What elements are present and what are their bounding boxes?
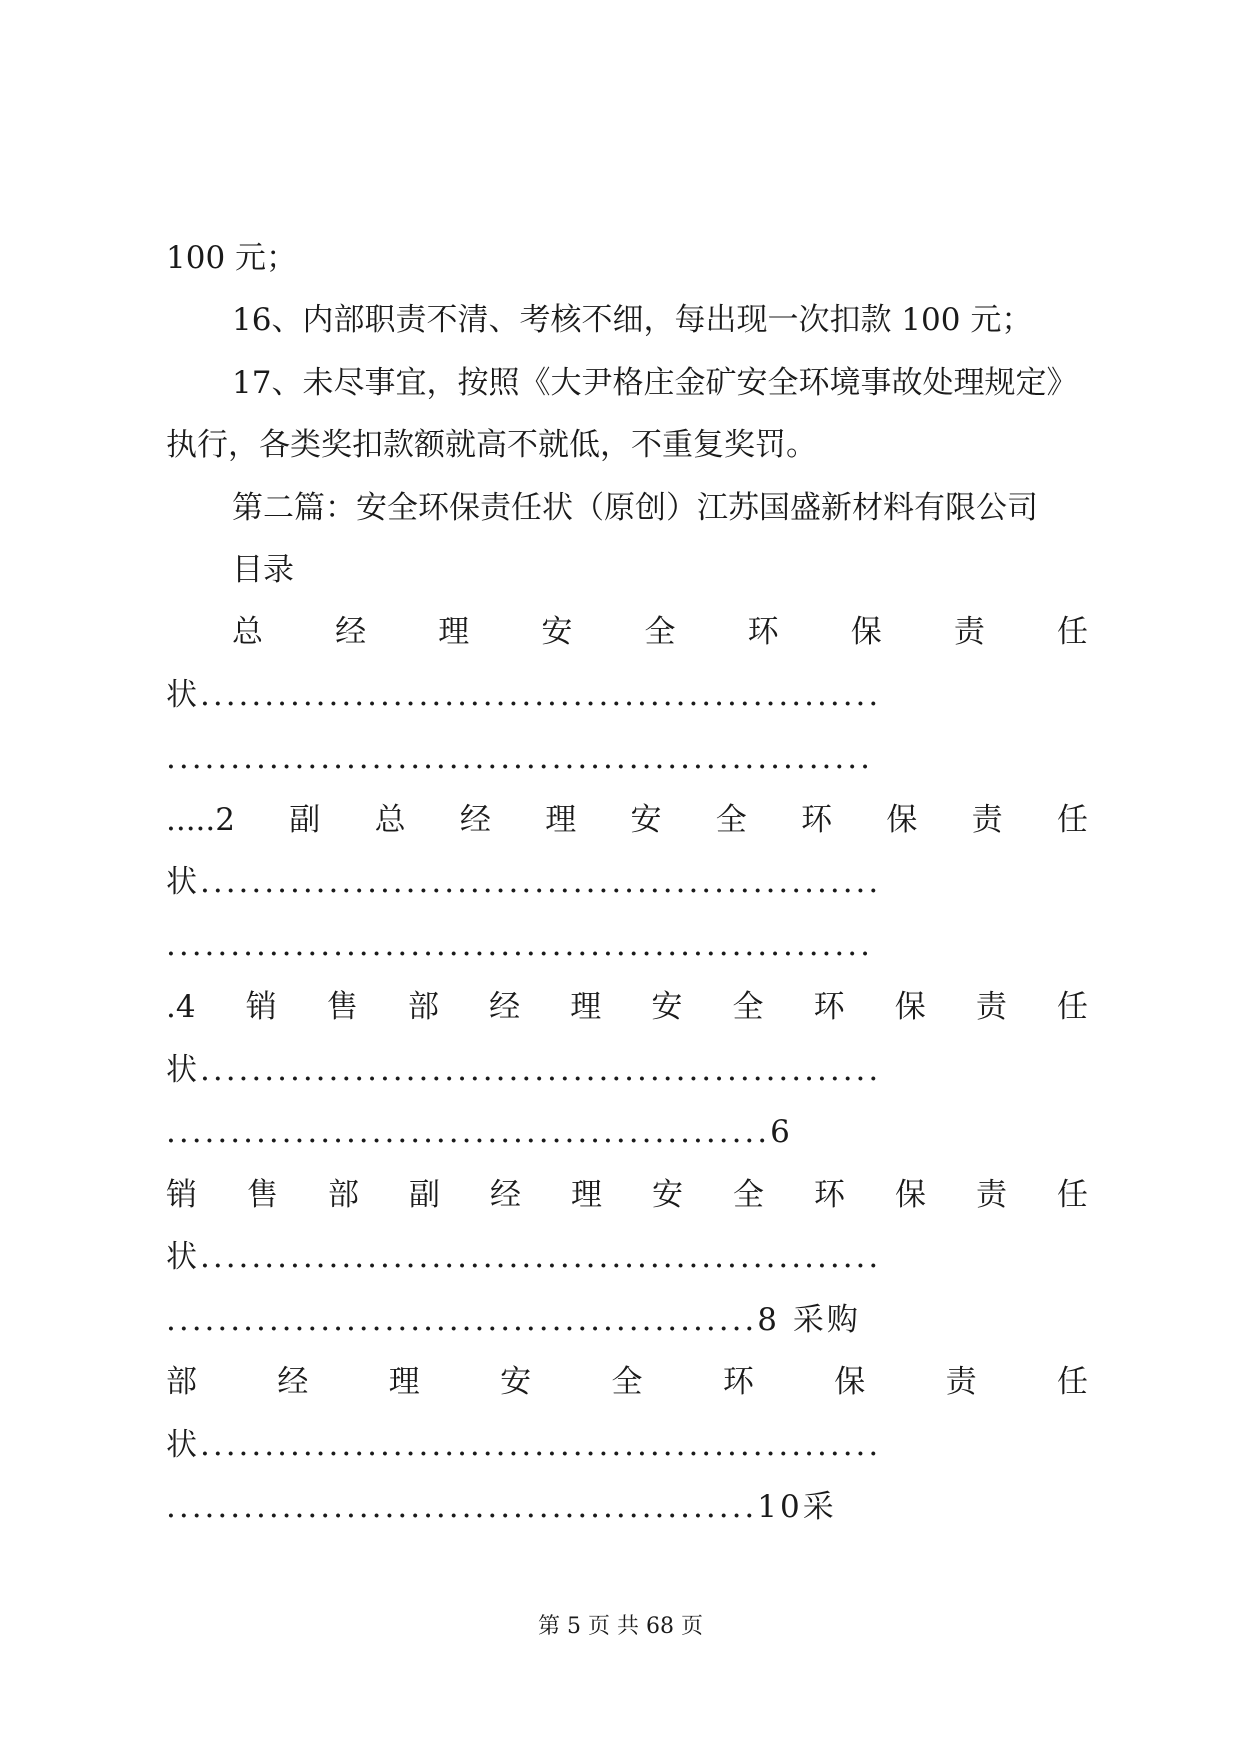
toc-leader-line: ....................................................... [166,927,873,963]
toc-leader-line: ....................................................... [166,740,873,776]
toc-leader-line: 状..................................................... [166,864,882,900]
toc-leader-line: 状..................................................... [166,1427,882,1463]
toc-entry-line: 部 经 理 安 全 环 保 责 任 [166,1364,1088,1400]
toc-leader-line: ..............................................10采 [166,1489,837,1525]
page-footer: 第 5 页 共 68 页 [538,1614,703,1639]
paragraph-line: 执行，各类奖扣款额就高不就低，不重复奖罚。 [166,427,817,463]
paragraph-line: 17、未尽事宜，按照《大尹格庄金矿安全环境事故处理规定》 [232,365,1078,401]
toc-entry-line: .....2 副 总 经 理 安 全 环 保 责 任 [166,802,1088,838]
toc-entry-line: 总 经 理 安 全 环 保 责 任 [232,614,1088,650]
toc-heading: 目录 [232,552,294,588]
section-heading: 第二篇：安全环保责任状（原创）江苏国盛新材料有限公司 [232,490,1038,526]
toc-leader-line: ..............................................8 采购 [166,1302,861,1338]
toc-entry-line: .4 销 售 部 经 理 安 全 环 保 责 任 [166,989,1088,1025]
toc-entry-line: 销 售 部 副 经 理 安 全 环 保 责 任 [166,1177,1088,1213]
paragraph-line: 100 元； [166,240,298,276]
toc-leader-line: ...............................................6 [166,1114,793,1150]
toc-leader-line: 状..................................................... [166,1239,882,1275]
paragraph-line: 16、内部职责不清、考核不细，每出现一次扣款 100 元； [232,302,1033,338]
toc-leader-line: 状..................................................... [166,677,882,713]
toc-leader-line: 状..................................................... [166,1052,882,1088]
